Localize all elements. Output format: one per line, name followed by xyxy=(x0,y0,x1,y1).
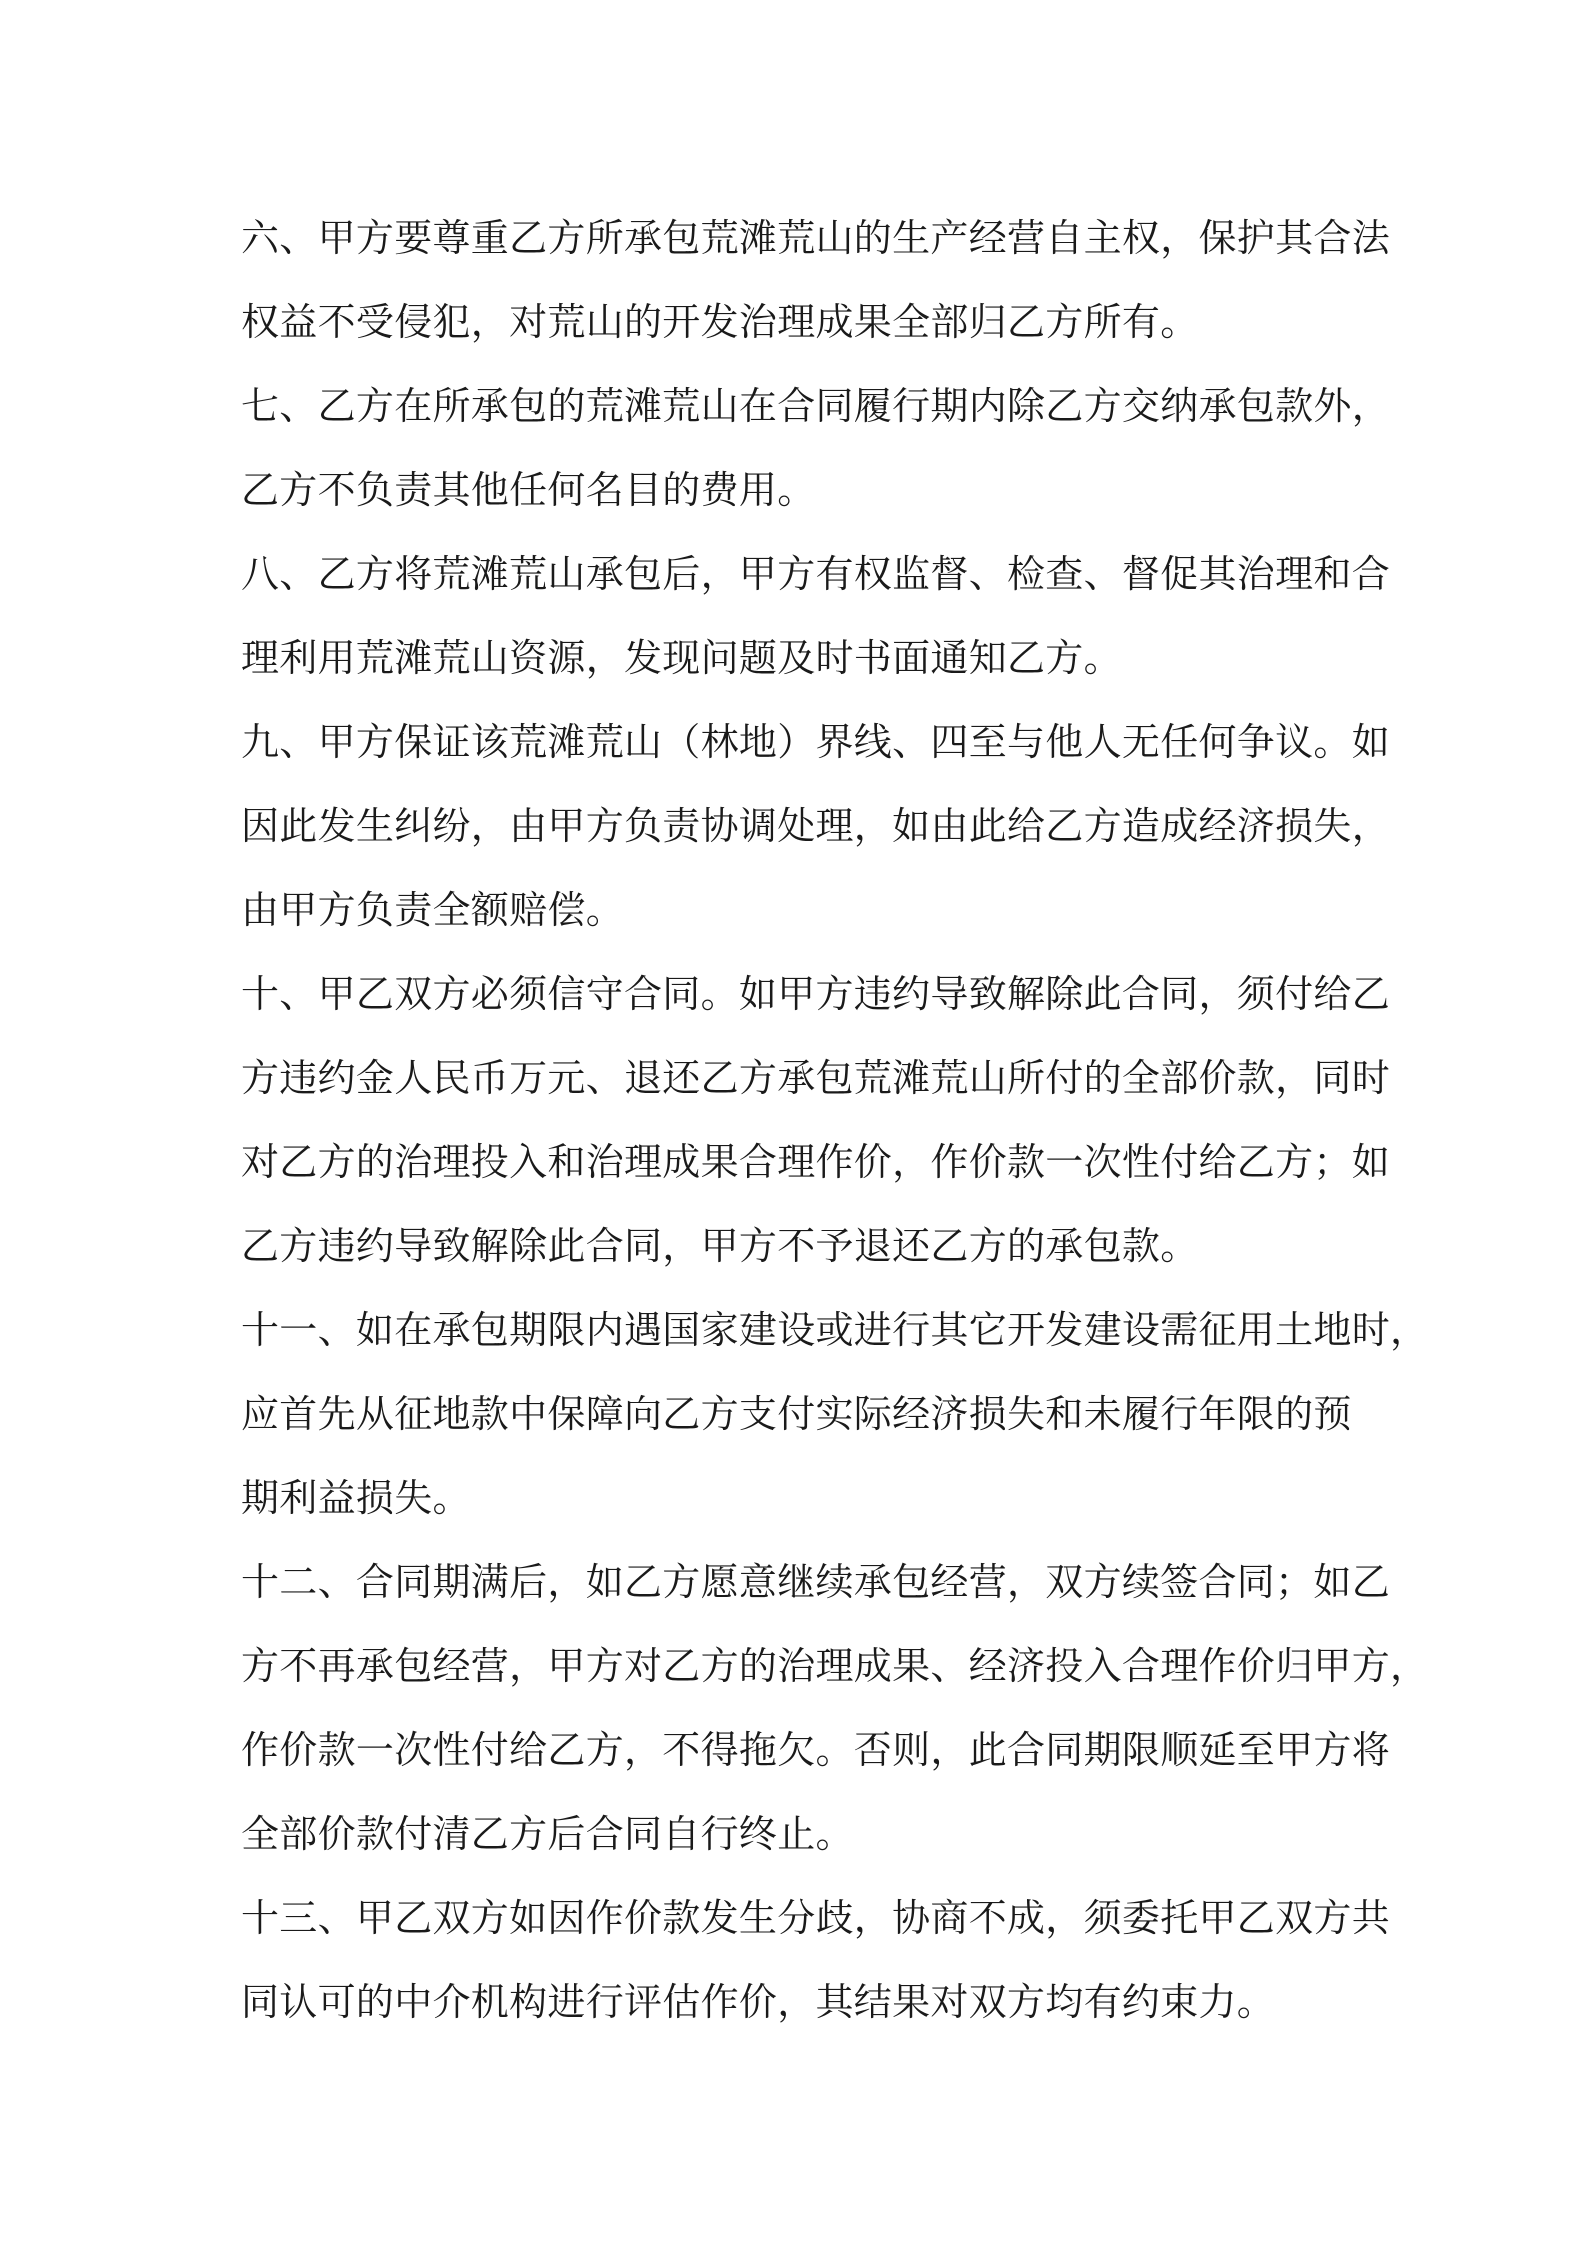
text-line: 全部价款付清乙方后合同自行终止。 xyxy=(241,1812,854,1856)
text-line: 对乙方的治理投入和治理成果合理作价，作价款一次性付给乙方；如 xyxy=(241,1140,1391,1184)
text-line: 九、甲方保证该荒滩荒山（林地）界线、四至与他人无任何争议。如 xyxy=(241,720,1391,764)
text-line: 理利用荒滩荒山资源，发现问题及时书面通知乙方。 xyxy=(241,636,1122,680)
text-line: 乙方违约导致解除此合同，甲方不予退还乙方的承包款。 xyxy=(241,1224,1199,1268)
text-line: 应首先从征地款中保障向乙方支付实际经济损失和未履行年限的预 xyxy=(241,1392,1352,1436)
text-line: 十二、合同期满后，如乙方愿意继续承包经营，双方续签合同；如乙 xyxy=(241,1560,1391,1604)
text-line: 作价款一次性付给乙方，不得拖欠。否则，此合同期限顺延至甲方将 xyxy=(241,1728,1391,1772)
text-line: 八、乙方将荒滩荒山承包后，甲方有权监督、检查、督促其治理和合 xyxy=(241,552,1391,596)
text-line: 十三、甲乙双方如因作价款发生分歧，协商不成，须委托甲乙双方共 xyxy=(241,1896,1391,1940)
text-line: 由甲方负责全额赔偿。 xyxy=(241,888,625,932)
text-line: 十、甲乙双方必须信守合同。如甲方违约导致解除此合同，须付给乙 xyxy=(241,972,1391,1016)
text-line: 同认可的中介机构进行评估作价，其结果对双方均有约束力。 xyxy=(241,1980,1276,2024)
text-line: 方违约金人民币万元、退还乙方承包荒滩荒山所付的全部价款，同时 xyxy=(241,1056,1391,1100)
text-line: 方不再承包经营，甲方对乙方的治理成果、经济投入合理作价归甲方， xyxy=(241,1644,1429,1688)
contract-text xyxy=(241,196,1429,2044)
text-line: 六、甲方要尊重乙方所承包荒滩荒山的生产经营自主权，保护其合法 xyxy=(241,216,1391,260)
text-line: 乙方不负责其他任何名目的费用。 xyxy=(241,468,816,512)
text-line: 因此发生纠纷，由甲方负责协调处理，如由此给乙方造成经济损失， xyxy=(241,804,1391,848)
text-line: 七、乙方在所承包的荒滩荒山在合同履行期内除乙方交纳承包款外， xyxy=(241,384,1391,428)
text-line: 十一、如在承包期限内遇国家建设或进行其它开发建设需征用土地时， xyxy=(241,1308,1429,1352)
text-line: 权益不受侵犯，对荒山的开发治理成果全部归乙方所有。 xyxy=(241,300,1199,344)
text-line: 期利益损失。 xyxy=(241,1476,471,1520)
